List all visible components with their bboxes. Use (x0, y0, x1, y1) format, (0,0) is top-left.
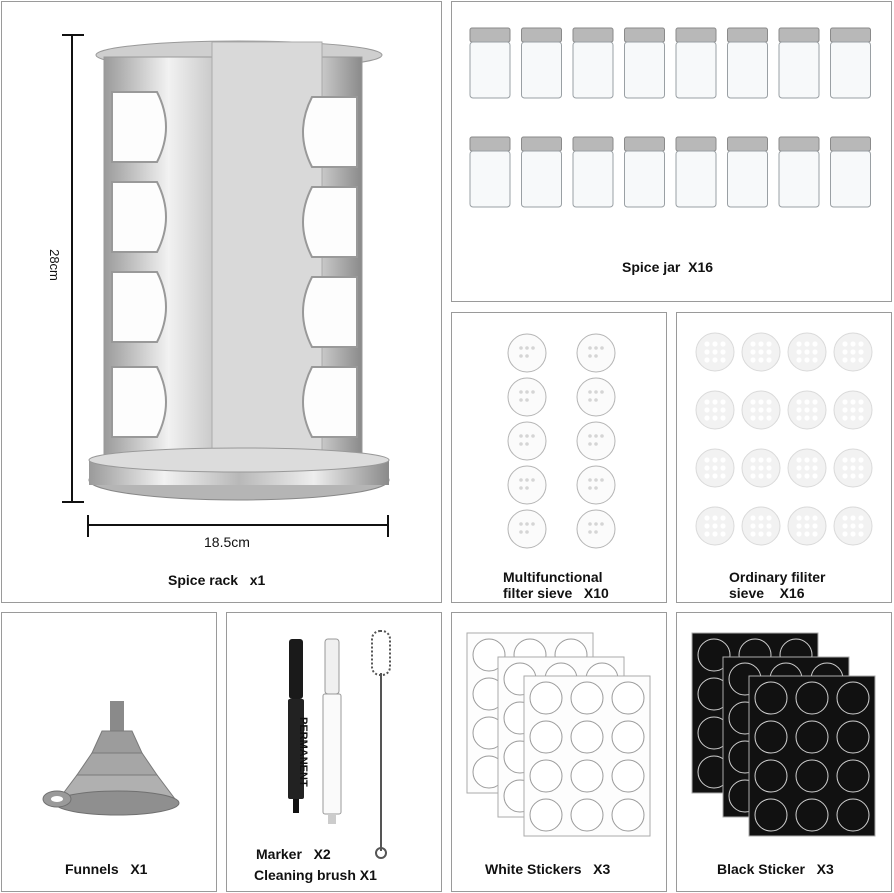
sticker-label (530, 682, 562, 714)
sticker-label (837, 721, 869, 753)
multi-sieve-caption-line1: Multifunctional (503, 569, 603, 585)
sticker-label (837, 760, 869, 792)
marker-brand-text: PERMANENT (297, 717, 309, 787)
ordinary-sieve (834, 449, 872, 487)
ordinary-sieve (742, 391, 780, 429)
height-label: 28cm (46, 249, 62, 281)
sticker-label (530, 760, 562, 792)
spice-jar-caption: Spice jar X16 (622, 259, 714, 275)
sticker-sheet (749, 676, 875, 836)
spice-jar (625, 28, 665, 98)
spice-jar (522, 137, 562, 207)
sticker-sheet (524, 676, 650, 836)
ordinary-sieve (834, 333, 872, 371)
funnel-image (2, 613, 218, 893)
multi-sieve (577, 334, 615, 372)
sticker-label (755, 760, 787, 792)
white-stickers-panel (451, 612, 667, 892)
sticker-label (755, 682, 787, 714)
spice-jar (676, 28, 716, 98)
spice-rack-caption: Spice rack x1 (168, 572, 266, 588)
funnels-caption: Funnels X1 (65, 861, 148, 877)
sticker-label (612, 682, 644, 714)
ordinary-sieve-image (677, 313, 893, 604)
white-stickers-image (452, 613, 668, 893)
spice-jar (470, 28, 510, 98)
spice-rack-image (2, 2, 443, 604)
ordinary-sieve (788, 391, 826, 429)
spice-jar (728, 28, 768, 98)
ordinary-sieve-caption-line1: Ordinary filiter (729, 569, 826, 585)
sticker-label (796, 721, 828, 753)
sticker-label (755, 799, 787, 831)
spice-jar (470, 137, 510, 207)
sticker-label (571, 799, 603, 831)
spice-jar (522, 28, 562, 98)
black-stickers-image (677, 613, 893, 893)
sticker-label (612, 799, 644, 831)
ordinary-sieve (742, 333, 780, 371)
ordinary-sieve (696, 391, 734, 429)
sticker-label (571, 721, 603, 753)
spice-jar (625, 137, 665, 207)
white-stickers-caption: White Stickers X3 (485, 861, 611, 877)
spice-rack-panel (1, 1, 442, 603)
sticker-label (530, 721, 562, 753)
brush-caption: Cleaning brush X1 (254, 867, 377, 883)
ordinary-sieve (788, 333, 826, 371)
funnels-panel (1, 612, 217, 892)
sticker-label (571, 682, 603, 714)
multi-sieve (577, 422, 615, 460)
ordinary-sieve-panel (676, 312, 892, 603)
sticker-label (612, 760, 644, 792)
multi-sieve (577, 378, 615, 416)
ordinary-sieve (834, 391, 872, 429)
sticker-label (796, 799, 828, 831)
multi-sieve-panel (451, 312, 667, 603)
multi-sieve (508, 422, 546, 460)
sticker-label (755, 721, 787, 753)
spice-jars-panel (451, 1, 892, 302)
ordinary-sieve (696, 449, 734, 487)
sticker-label (796, 682, 828, 714)
spice-jar (831, 137, 871, 207)
spice-jars-image (452, 2, 893, 303)
spice-jar (573, 137, 613, 207)
multi-sieve (508, 510, 546, 548)
sticker-label (571, 760, 603, 792)
ordinary-sieve (696, 333, 734, 371)
sticker-label (796, 760, 828, 792)
spice-jar (676, 137, 716, 207)
width-label: 18.5cm (204, 534, 250, 550)
ordinary-sieve (742, 507, 780, 545)
multi-sieve (508, 334, 546, 372)
sticker-label (837, 799, 869, 831)
multi-sieve (577, 510, 615, 548)
sticker-label (530, 799, 562, 831)
black-stickers-caption: Black Sticker X3 (717, 861, 834, 877)
ordinary-sieve-caption-line2: sieve X16 (729, 585, 805, 601)
multi-sieve-image (452, 313, 668, 604)
black-stickers-panel (676, 612, 892, 892)
ordinary-sieve (696, 507, 734, 545)
multi-sieve-caption-line2: filter sieve X10 (503, 585, 609, 601)
sticker-label (612, 721, 644, 753)
multi-sieve (577, 466, 615, 504)
marker-caption: Marker X2 (256, 846, 331, 862)
tools-panel (226, 612, 442, 892)
ordinary-sieve (742, 449, 780, 487)
ordinary-sieve (834, 507, 872, 545)
spice-jar (728, 137, 768, 207)
sticker-label (837, 682, 869, 714)
multi-sieve (508, 466, 546, 504)
ordinary-sieve (788, 507, 826, 545)
spice-jar (779, 28, 819, 98)
spice-jar (573, 28, 613, 98)
ordinary-sieve (788, 449, 826, 487)
spice-jar (831, 28, 871, 98)
spice-jar (779, 137, 819, 207)
multi-sieve (508, 378, 546, 416)
